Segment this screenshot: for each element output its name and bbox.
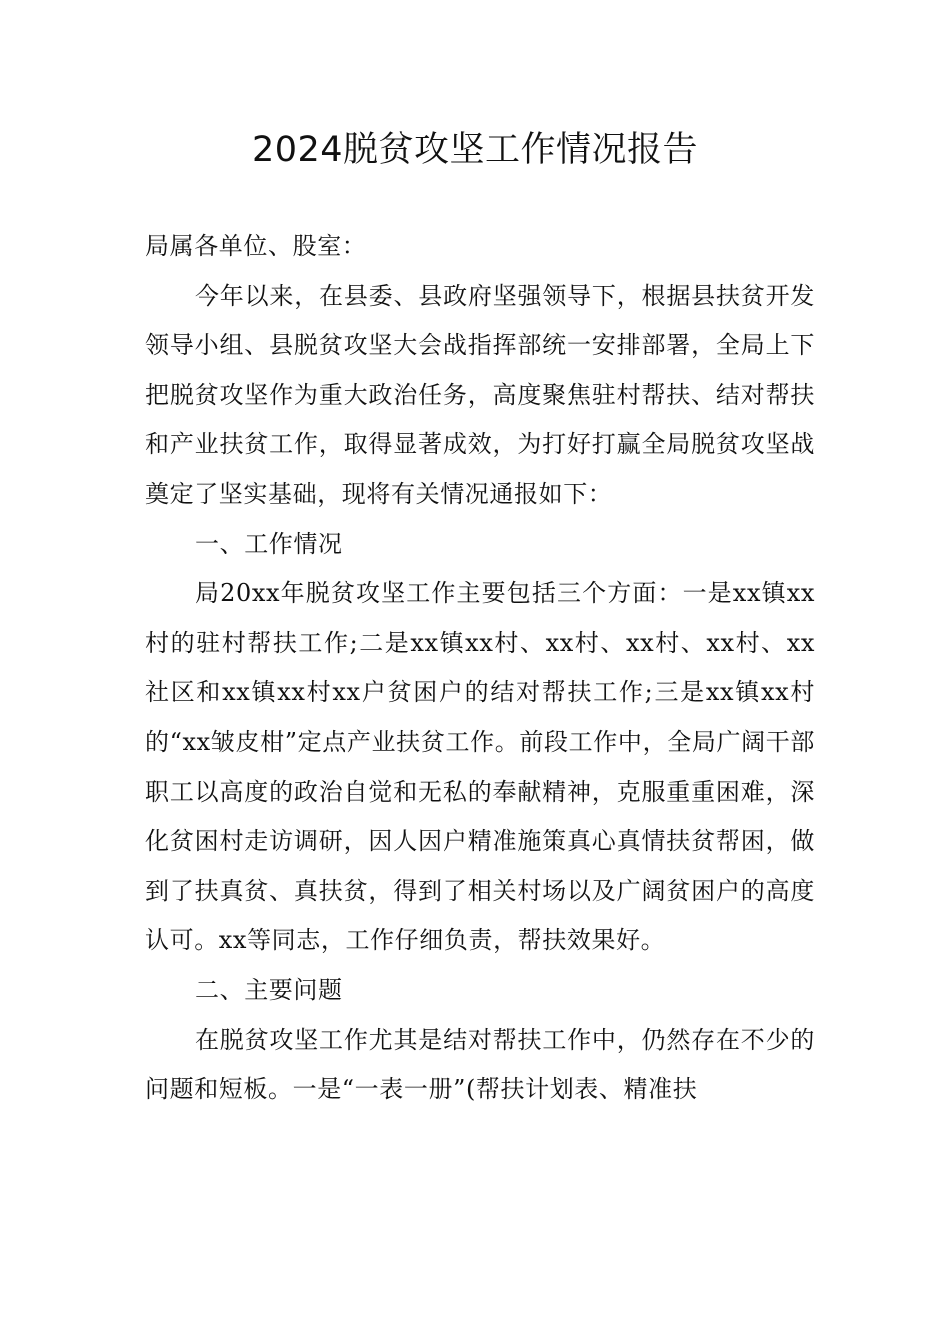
document-title: 2024脱贫攻坚工作情况报告 — [251, 130, 699, 170]
section-body-main-problems: 在脱贫攻坚工作尤其是结对帮扶工作中，仍然存在不少的问题和短板。一是“一表一册”(帮扶计划表、精准扶 — [145, 1025, 815, 1104]
salutation: 局属各单位、股室： — [145, 232, 367, 260]
intro-paragraph: 今年以来，在县委、县政府坚强领导下，根据县扶贫开发领导小组、县脱贫攻坚大会战指挥部统一安排部署，全局上下把脱贫攻坚作为重大政治任务，高度聚焦驻村帮扶、结对帮扶和产业扶贫工作，取得显著成效，为打好打赢全局脱贫攻坚战奠定了坚实基础，现将有关情况通报如下： — [145, 281, 815, 508]
document-body — [145, 222, 815, 1115]
section-body-work-status: 局20xx年脱贫攻坚工作主要包括三个方面：一是xx镇xx村的驻村帮扶工作;二是xx镇xx村、xx村、xx村、xx村、xx社区和xx镇xx村xx户贫困户的结对帮扶工作;三是xx镇xx村的“xx皱皮柑”定点产业扶贫工作。前段工作中，全局广阔干部职工以高度的政治自觉和无私的奉献精神，克服重重困难，深化贫困村走访调研，因人因户精准施策真心真情扶贫帮困，做到了扶真贫、真扶贫，得到了相关村场以及广阔贫困户的高度认可。xx等同志，工作仔细负责，帮扶效果好。 — [145, 579, 815, 955]
section-heading-work-status: 一、工作情况 — [195, 529, 343, 558]
section-heading-main-problems: 二、主要问题 — [195, 975, 343, 1004]
